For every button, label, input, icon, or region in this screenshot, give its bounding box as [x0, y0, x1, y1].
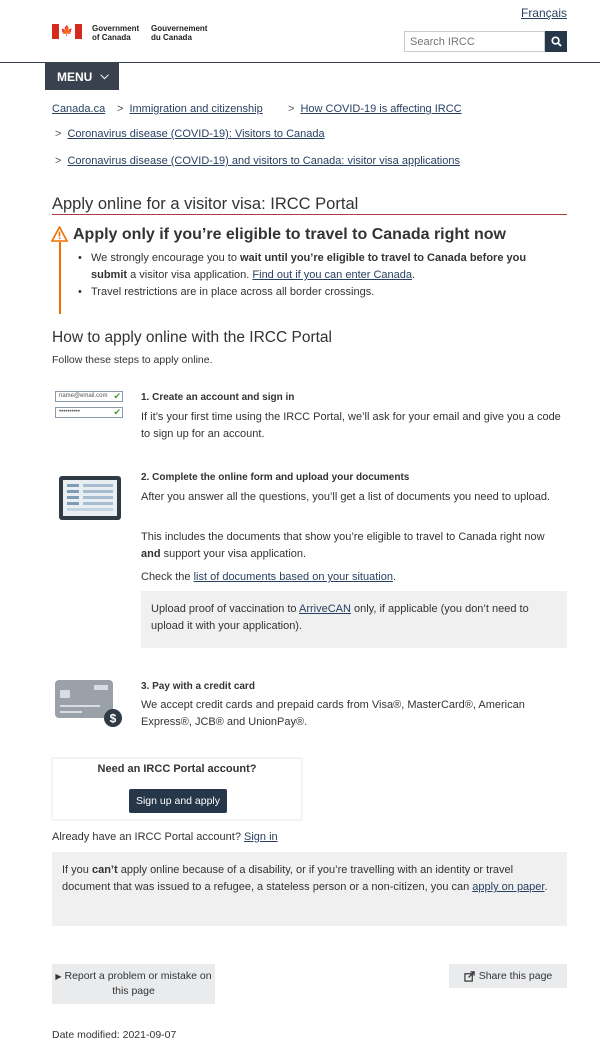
search-input[interactable]	[404, 31, 545, 52]
step-2-text-3: Check the list of documents based on your situation.	[141, 571, 396, 583]
alert-border	[59, 242, 61, 314]
step-1-title: 1. Create an account and sign in	[141, 392, 295, 403]
gov-name-fr: Gouvernement du Canada	[151, 24, 208, 42]
step-1-text: If it’s your first time using the IRCC Portal, we’ll ask for your email and give you a code to sign up for an account.	[141, 411, 561, 440]
apply-on-paper-link[interactable]: apply on paper	[472, 881, 545, 893]
sign-in-link[interactable]: Sign in	[244, 831, 278, 843]
step-2-text-1: After you answer all the questions, you’ll get a list of documents you need to upload.	[141, 491, 551, 503]
share-icon	[464, 971, 475, 982]
breadcrumb-covid-ircc[interactable]: How COVID-19 is affecting IRCC	[300, 103, 462, 115]
date-modified: Date modified: 2021-09-07	[52, 1029, 177, 1041]
language-toggle-link[interactable]: Français	[520, 6, 567, 20]
svg-text:$: $	[109, 711, 117, 726]
breadcrumb-canada[interactable]: Canada.ca	[52, 103, 106, 115]
search-button[interactable]	[545, 31, 567, 52]
intro-text: Follow these steps to apply online.	[52, 354, 213, 366]
sign-in-text: Already have an IRCC Portal account? Sign in	[52, 831, 278, 843]
arrivecan-link[interactable]: ArriveCAN	[298, 603, 351, 615]
search-icon	[551, 36, 562, 47]
menu-button[interactable]: MENU ⌵	[45, 63, 119, 90]
step-3-title: 3. Pay with a credit card	[141, 681, 255, 692]
chevron-right-icon: >	[288, 103, 295, 115]
account-box	[52, 758, 302, 820]
share-page-button[interactable]: Share this page	[449, 964, 567, 988]
step-2-title: 2. Complete the online form and upload your documents	[141, 472, 410, 483]
chevron-right-icon: >	[55, 155, 62, 167]
documents-list-link[interactable]: list of documents based on your situation	[193, 571, 393, 583]
step-3-text: We accept credit cards and prepaid cards from Visa®, MasterCard®, American Express®, JCB® and UnionPay®.	[141, 699, 525, 728]
caret-right-icon: ▶	[55, 972, 62, 981]
login-fields-illustration: name@email.com ✔ •••••••••• ✔	[55, 391, 123, 421]
report-problem-button[interactable]: ▶ Report a problem or mistake on this page	[52, 964, 215, 1004]
breadcrumb-covid-visitors[interactable]: Coronavirus disease (COVID-19): Visitors to Canada	[67, 128, 325, 140]
search-bar	[404, 31, 567, 52]
title-underline	[52, 214, 567, 215]
account-box-heading: Need an IRCC Portal account?	[97, 763, 257, 775]
list-item: • We strongly encourage you to wait until you’re eligible to travel to Canada before you submit a visitor visa application. Find out if you can enter Canada.	[78, 250, 558, 284]
alert-list	[78, 250, 558, 301]
enter-canada-link[interactable]: Find out if you can enter Canada	[252, 269, 413, 281]
chevron-right-icon: >	[55, 128, 62, 140]
sign-up-button[interactable]: Sign up and apply	[129, 789, 227, 813]
step-2-text-2: This includes the documents that show you’re eligible to travel to Canada right now and support your visa application.	[141, 531, 545, 560]
canada-flag-icon: 🍁	[52, 24, 82, 39]
chevron-down-icon: ⌵	[100, 70, 109, 82]
credit-card-illustration	[54, 678, 124, 728]
section-heading: How to apply online with the IRCC Portal	[52, 329, 332, 346]
online-form-illustration	[57, 474, 123, 522]
vaccination-note: Upload proof of vaccination to ArriveCAN only, if applicable (you don’t need to upload it with your application).	[141, 591, 567, 648]
breadcrumb-visa-applications[interactable]: Coronavirus disease (COVID-19) and visitors to Canada: visitor visa applications	[67, 155, 460, 167]
breadcrumb-immigration[interactable]: Immigration and citizenship	[129, 103, 263, 115]
alert-title: Apply only if you’re eligible to travel to Canada right now	[73, 226, 506, 243]
gov-name-en: Government of Canada	[92, 24, 140, 42]
disability-note: If you can’t apply online because of a disability, or if you’re travelling with an identity or travel document that was issued to a refugee, a stateless person or a non-citizen, you can apply on paper.	[52, 852, 567, 926]
checkmark-icon: ✔	[113, 391, 121, 401]
page-title: Apply online for a visitor visa: IRCC Portal	[52, 195, 359, 213]
chevron-right-icon: >	[117, 103, 124, 115]
list-item: • Travel restrictions are in place across all border crossings.	[78, 284, 558, 301]
checkmark-icon: ✔	[113, 407, 121, 417]
